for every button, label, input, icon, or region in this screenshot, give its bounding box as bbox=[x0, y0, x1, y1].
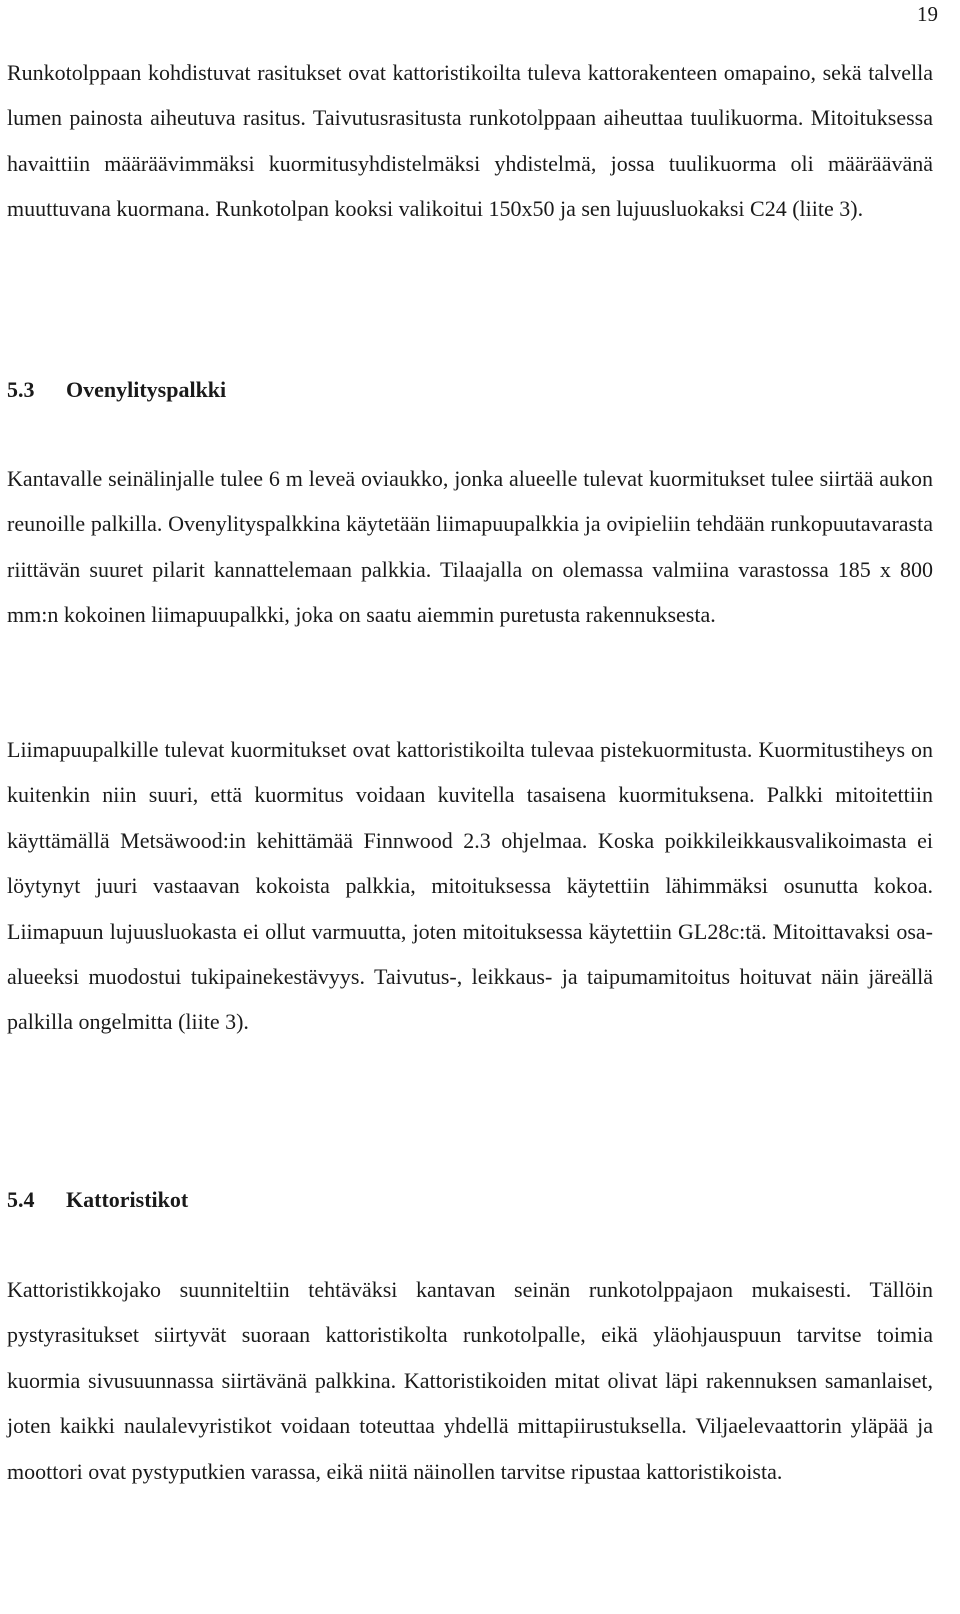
section-heading-5-4 bbox=[7, 1185, 188, 1215]
section-title: Ovenylityspalkki bbox=[66, 377, 227, 402]
paragraph-runkotolppa: Runkotolppaan kohdistuvat rasitukset ovat kattoristikoilta tuleva kattorakenteen omapaino, sekä talvella lumen painosta aiheutuva rasitus. Taivutusrasitusta runkotolppaan aiheuttaa tuulikuorma. Mitoituksessa havaittiin määräävimmäksi kuormitusyhdistelmäksi yhdistelmä, jossa tuulikuorma oli määräävänä muuttuvana kuormana. Runkotolpan kooksi valikoitui 150x50 ja sen lujuusluokaksi C24 (liite 3). bbox=[7, 60, 933, 222]
page-number: 19 bbox=[917, 2, 938, 26]
paragraph-liimapuupalkki: Liimapuupalkille tulevat kuormitukset ovat kattoristikoilta tulevaa pistekuormitusta. Kuormitustiheys on kuitenkin niin suuri, että kuormitus voidaan kuvitella tasaisena kuormituksena. Palkki mitoitettiin käyttämällä Metsäwood:in kehittämää Finnwood 2.3 ohjelmaa. Koska poikkileikkausvalikoimasta ei löytynyt juuri vastaavan kokoista palkkia, mitoituksessa käytettiin lähimmäksi osunutta kokoa. Liimapuun lujuusluokasta ei ollut varmuutta, joten mitoituksessa käytettiin GL28c:tä. Mitoittavaksi osa-alueeksi muodostui tukipainekestävyys. Taivutus-, leikkaus- ja taipumamitoitus hoituvat näin järeällä palkilla ongelmitta (liite 3). bbox=[7, 737, 933, 1035]
paragraph-oviaukko: Kantavalle seinälinjalle tulee 6 m leveä oviaukko, jonka alueelle tulevat kuormitukset tulee siirtää aukon reunoille palkilla. Ovenylityspalkkina käytetään liimapuupalkkia ja ovipieliin tehdään runkopuutavarasta riittävän suuret pilarit kannattelemaan palkkia. Tilaajalla on olemassa valmiina varastossa 185 x 800 mm:n kokoinen liimapuupalkki, joka on saatu aiemmin puretusta rakennuksesta. bbox=[7, 466, 933, 628]
paragraph-kattoristikkojako: Kattoristikkojako suunniteltiin tehtäväksi kantavan seinän runkotolppajaon mukaisesti. Tällöin pystyrasitukset siirtyvät suoraan kattoristikolta runkotolpalle, eikä yläohjauspuun tarvitse toimia kuormia sivusuunnassa siirtävänä palkkina. Kattoristikoiden mitat olivat läpi rakennuksen samanlaiset, joten kaikki naulalevyristikot voidaan toteuttaa yhdellä mittapiirustuksella. Viljaelevaattorin yläpää ja moottori ovat pystyputkien varassa, eikä niitä näinollen tarvitse ripustaa kattoristikoista. bbox=[7, 1277, 933, 1484]
section-title: Kattoristikot bbox=[66, 1187, 189, 1212]
section-heading-5-3 bbox=[7, 375, 226, 405]
section-number: 5.3 bbox=[7, 377, 35, 402]
section-number: 5.4 bbox=[7, 1187, 35, 1212]
